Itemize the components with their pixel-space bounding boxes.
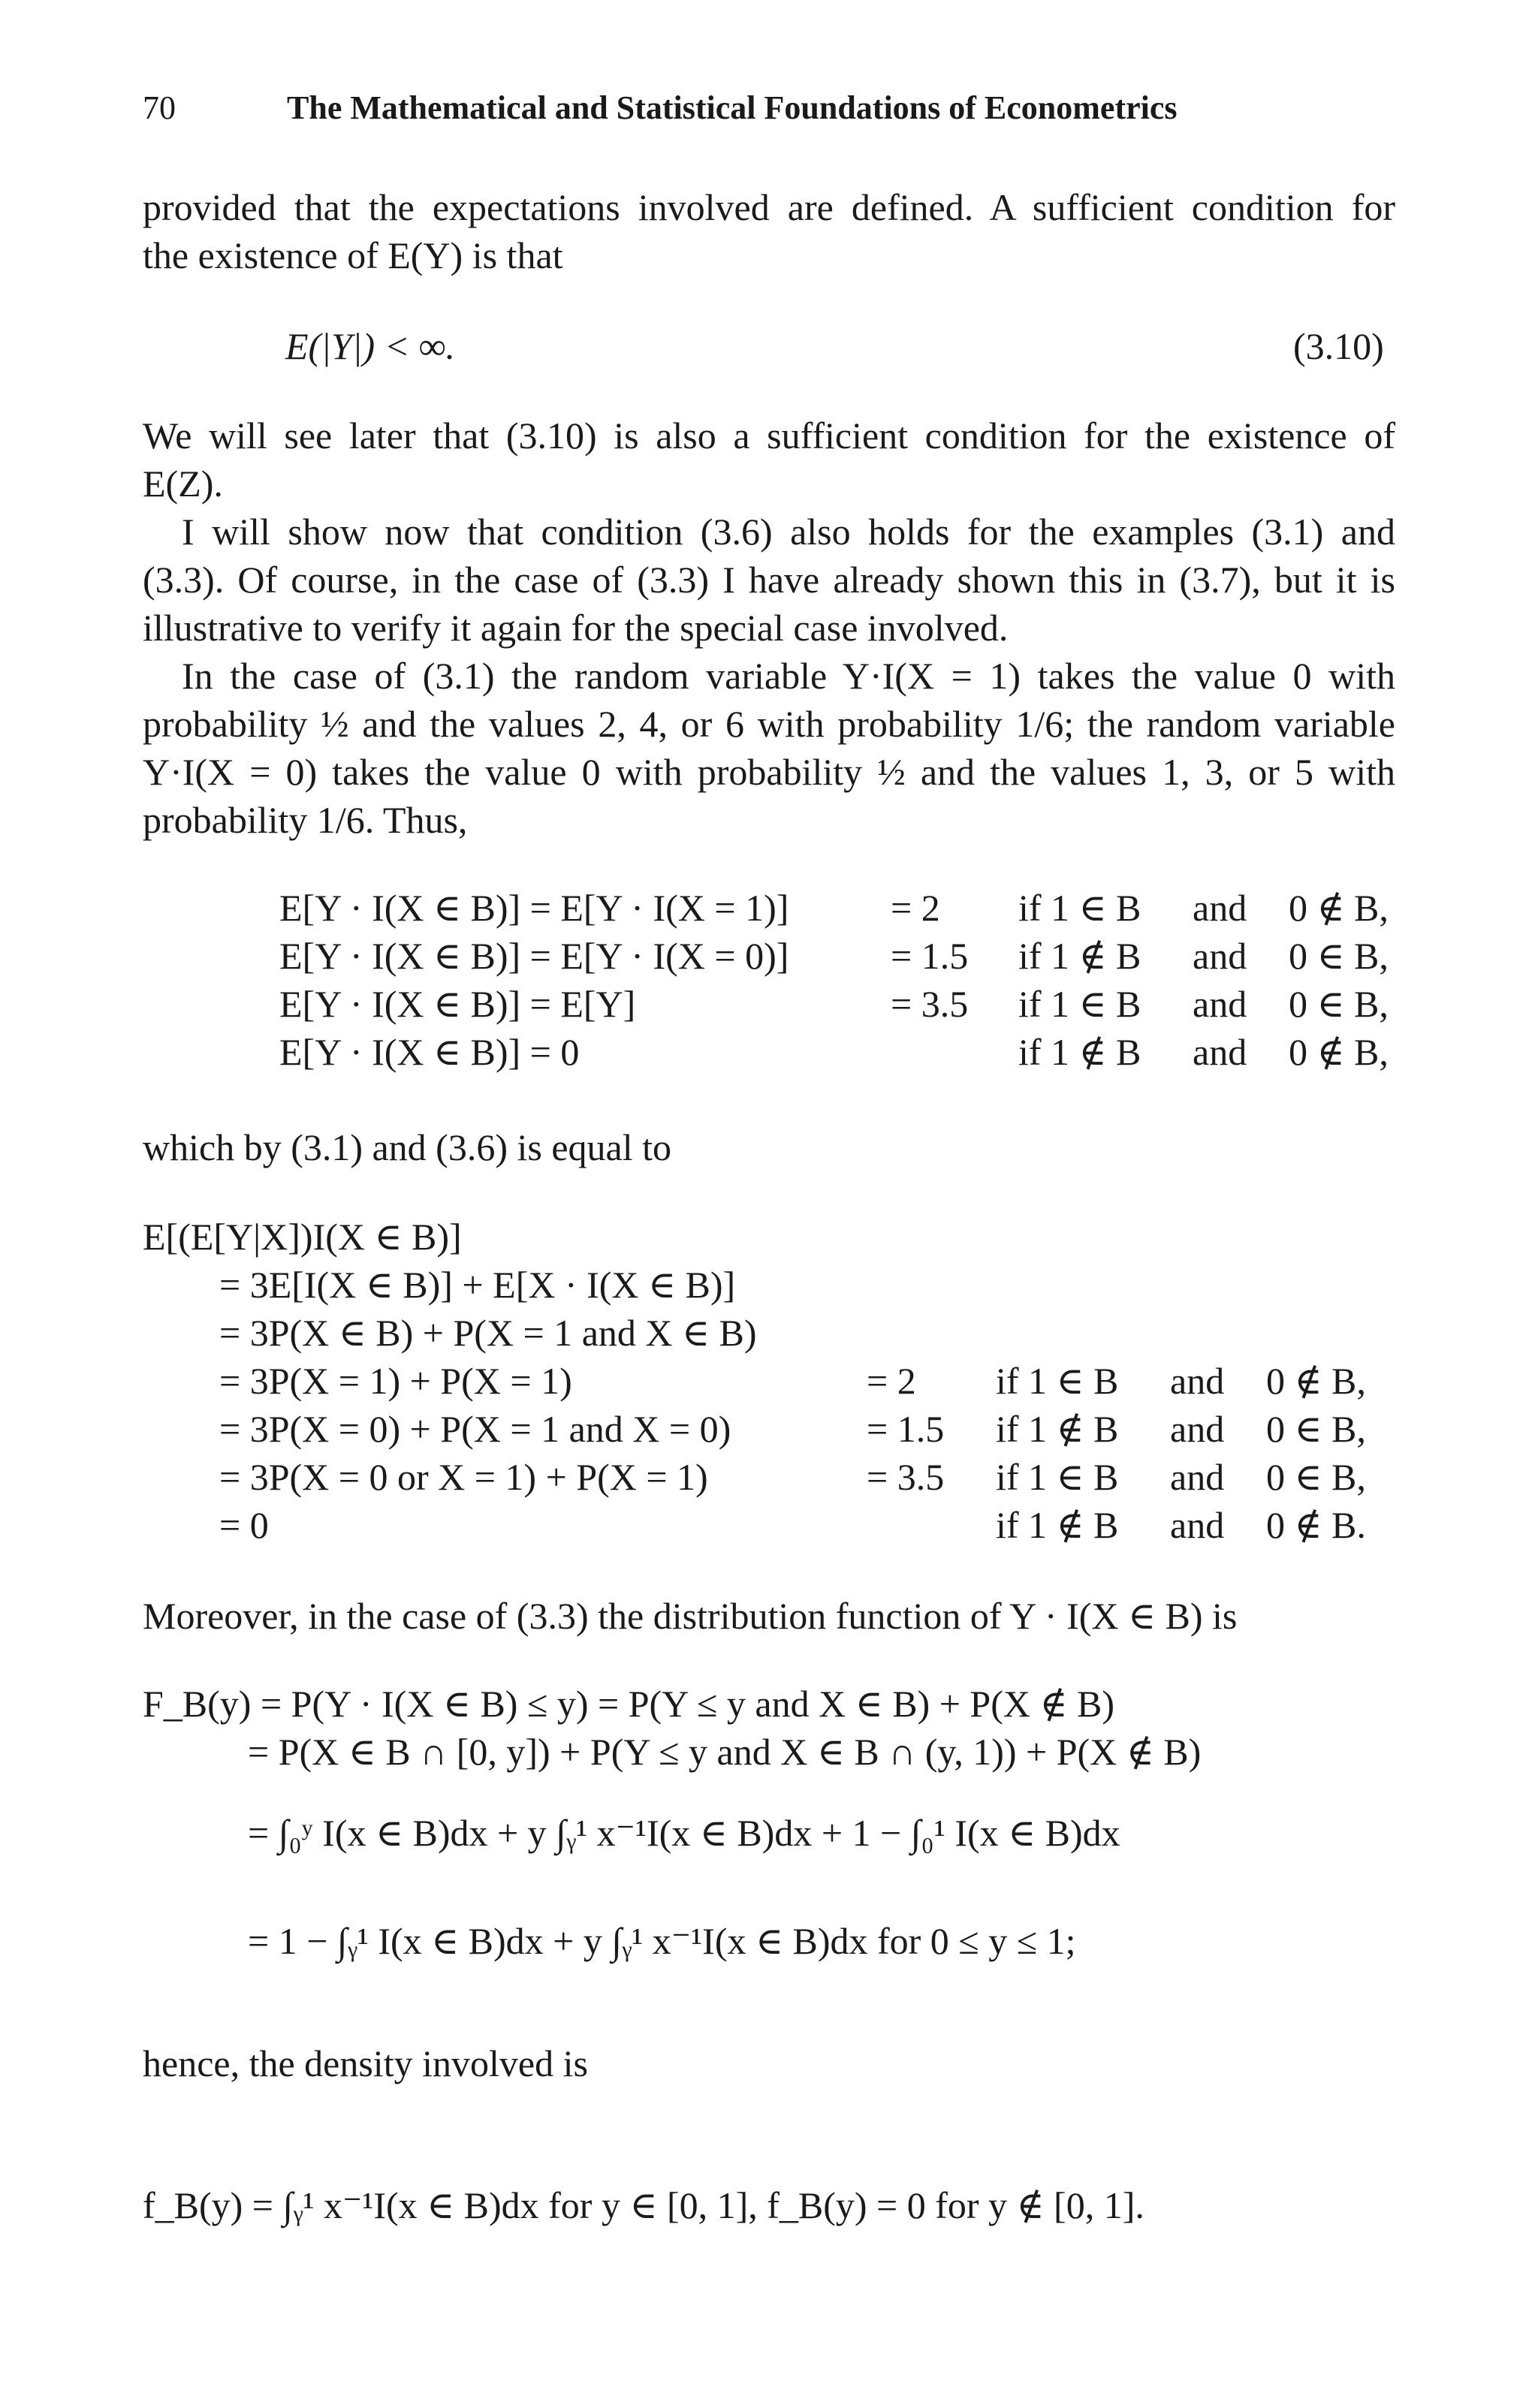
eq-condition: 0 ∉ B. — [1266, 1504, 1366, 1546]
eq-and: and — [1170, 1504, 1225, 1546]
paragraph-2 — [143, 411, 1395, 508]
page-number: 70 — [143, 89, 176, 126]
eq-condition: 0 ∈ B, — [1266, 1408, 1366, 1450]
text-line: probability ½ and the values 2, 4, or 6 with probability 1/6; the random variable — [143, 703, 1395, 745]
text-line: provided that the expectations involved are defined. A sufficient condition for — [143, 186, 1395, 228]
eq-lhs: = 3E[I(X ∈ B)] + E[X · I(X ∈ B)] — [219, 1264, 736, 1306]
text-line: E(Z). — [143, 463, 223, 505]
eq-and: and — [1170, 1456, 1225, 1498]
eq-condition: if 1 ∉ B — [1018, 935, 1141, 977]
equation-3-10 — [285, 324, 455, 368]
eq-lhs: E[Y · I(X ∈ B)] = E[Y] — [279, 983, 636, 1025]
paragraph-3 — [143, 508, 1395, 652]
cdf-line: F_B(y) = P(Y · I(X ∈ B) ≤ y) = P(Y ≤ y and X ∈ B) + P(X ∉ B) — [143, 1683, 1114, 1725]
eq-lhs: = 0 — [219, 1504, 269, 1546]
eq-lhs: = 3P(X = 1) + P(X = 1) — [219, 1360, 572, 1402]
eq-value: = 2 — [891, 887, 940, 929]
eq-and: and — [1170, 1360, 1225, 1402]
eq-condition: 0 ∈ B, — [1266, 1456, 1366, 1498]
paragraph-4 — [143, 652, 1395, 844]
eq-lhs: E[Y · I(X ∈ B)] = E[Y · I(X = 1)] — [279, 887, 789, 929]
running-title: The Mathematical and Statistical Foundations of Econometrics — [287, 89, 1178, 126]
text-line: In the case of (3.1) the random variable Y·I(X = 1) takes the value 0 with — [182, 655, 1395, 697]
eq-value: = 3.5 — [891, 983, 969, 1025]
eq-condition: 0 ∉ B, — [1266, 1360, 1366, 1402]
eq-and: and — [1193, 983, 1247, 1025]
eq-condition: 0 ∈ B, — [1289, 983, 1389, 1025]
eq-condition: if 1 ∈ B — [996, 1456, 1119, 1498]
text-line: We will see later that (3.10) is also a sufficient condition for the existence of — [143, 414, 1395, 457]
eq-value: = 1.5 — [867, 1408, 945, 1450]
equation-body: E(|Y|) < ∞. — [285, 325, 456, 367]
eq-condition: if 1 ∈ B — [996, 1360, 1119, 1402]
eq-lhs: E[Y · I(X ∈ B)] = 0 — [279, 1031, 580, 1073]
paragraph-5 — [143, 1123, 1395, 1171]
cdf-line: = ∫₀ʸ I(x ∈ B)dx + y ∫ᵧ¹ x⁻¹I(x ∈ B)dx + 1 − ∫₀¹ I(x ∈ B)dx — [248, 1812, 1120, 1854]
eq-and: and — [1193, 935, 1247, 977]
eq-lhs: = 3P(X = 0 or X = 1) + P(X = 1) — [219, 1456, 708, 1498]
eq-value: = 3.5 — [867, 1456, 945, 1498]
eq-condition: if 1 ∈ B — [1018, 983, 1141, 1025]
paragraph-6 — [143, 1592, 1395, 1640]
cdf-line: = 1 − ∫ᵧ¹ I(x ∈ B)dx + y ∫ᵧ¹ x⁻¹I(x ∈ B)dx for 0 ≤ y ≤ 1; — [248, 1920, 1076, 1962]
eq-condition: 0 ∉ B, — [1289, 1031, 1389, 1073]
text-line: the existence of E(Y) is that — [143, 234, 563, 276]
eq-condition: if 1 ∉ B — [996, 1408, 1119, 1450]
text-line: illustrative to verify it again for the special case involved. — [143, 607, 1009, 649]
eq-condition: 0 ∉ B, — [1289, 887, 1389, 929]
eq-condition: if 1 ∉ B — [996, 1504, 1119, 1546]
eq-head: E[(E[Y|X])I(X ∈ B)] — [143, 1216, 462, 1258]
text-line: which by (3.1) and (3.6) is equal to — [143, 1126, 672, 1168]
eq-condition: 0 ∈ B, — [1289, 935, 1389, 977]
eq-value: = 2 — [867, 1360, 916, 1402]
eq-value: = 1.5 — [891, 935, 969, 977]
eq-and: and — [1193, 1031, 1247, 1073]
text-line: (3.3). Of course, in the case of (3.3) I have already shown this in (3.7), but it is — [143, 559, 1395, 601]
eq-condition: if 1 ∈ B — [1018, 887, 1141, 929]
paragraph-1 — [143, 183, 1395, 279]
cdf-line: = P(X ∈ B ∩ [0, y]) + P(Y ≤ y and X ∈ B ∩ (y, 1)) + P(X ∉ B) — [248, 1731, 1202, 1773]
paragraph-7 — [143, 2039, 1395, 2087]
eq-lhs: = 3P(X ∈ B) + P(X = 1 and X ∈ B) — [219, 1312, 757, 1354]
eq-lhs: = 3P(X = 0) + P(X = 1 and X = 0) — [219, 1408, 731, 1450]
text-line: Moreover, in the case of (3.3) the distribution function of Y · I(X ∈ B) is — [143, 1595, 1238, 1637]
text-line: hence, the density involved is — [143, 2042, 588, 2084]
text-line: probability 1/6. Thus, — [143, 799, 468, 841]
eq-and: and — [1170, 1408, 1225, 1450]
text-line: I will show now that condition (3.6) also holds for the examples (3.1) and — [182, 511, 1395, 553]
eq-condition: if 1 ∉ B — [1018, 1031, 1141, 1073]
density-equation: f_B(y) = ∫ᵧ¹ x⁻¹I(x ∈ B)dx for y ∈ [0, 1], f_B(y) = 0 for y ∉ [0, 1]. — [143, 2184, 1144, 2226]
equation-label: (3.10) — [1293, 325, 1384, 367]
eq-lhs: E[Y · I(X ∈ B)] = E[Y · I(X = 0)] — [279, 935, 789, 977]
text-line: Y·I(X = 0) takes the value 0 with probability ½ and the values 1, 3, or 5 with — [143, 751, 1395, 793]
eq-and: and — [1193, 887, 1247, 929]
